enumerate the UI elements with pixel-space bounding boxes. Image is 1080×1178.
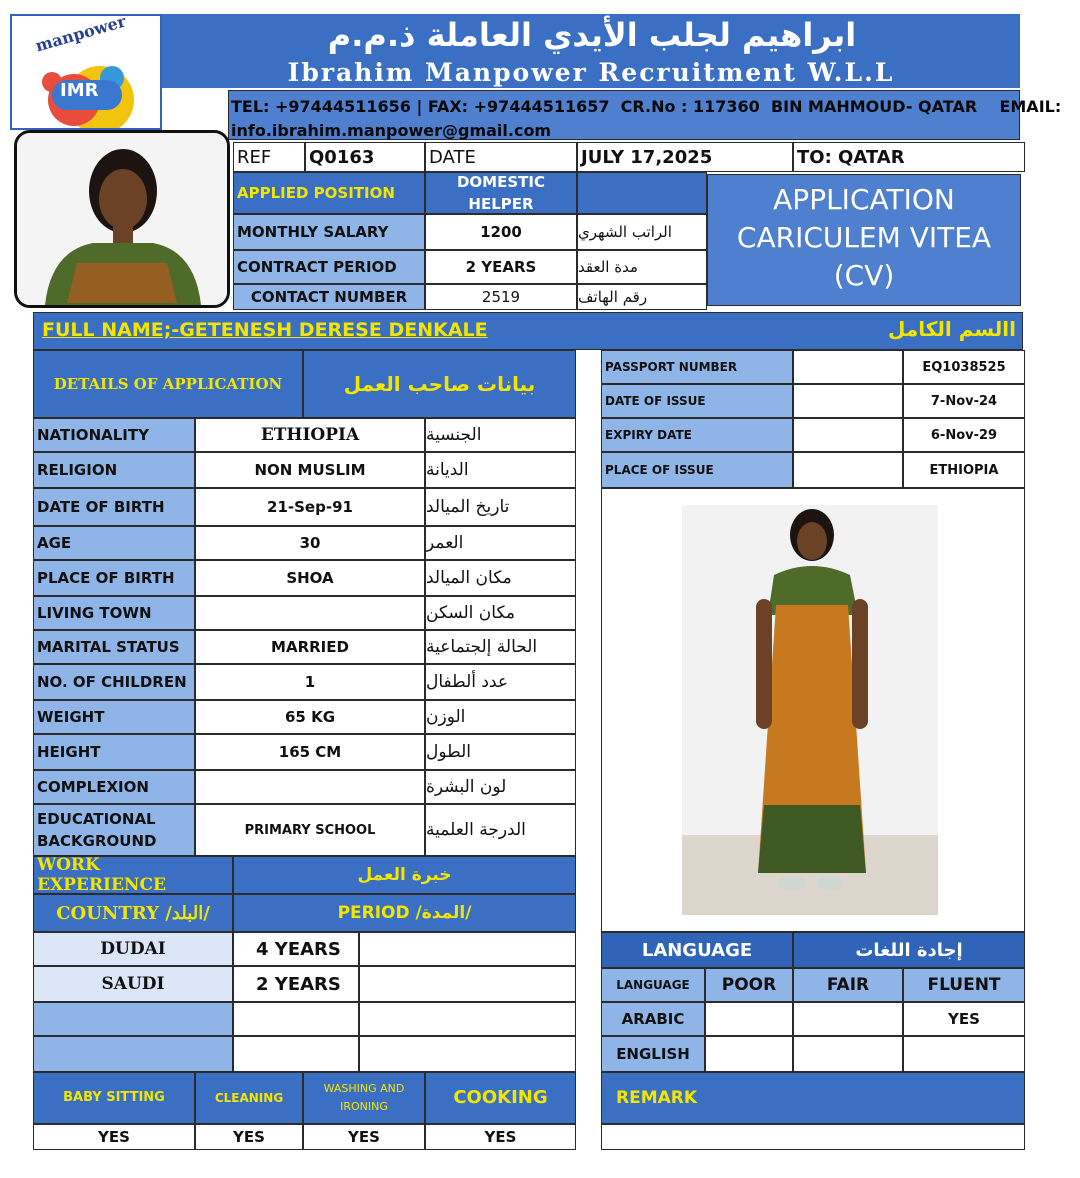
skill-value: YES	[425, 1124, 576, 1150]
work-blank	[359, 1002, 576, 1036]
language-col-fair: FAIR	[793, 968, 903, 1002]
person-photo-icon	[17, 133, 227, 305]
detail-label: LIVING TOWN	[33, 596, 195, 630]
passport-label: EXPIRY DATE	[601, 418, 793, 452]
language-name: ENGLISH	[601, 1036, 705, 1072]
company-logo	[10, 11, 162, 130]
full-body-photo-icon	[682, 505, 938, 915]
to-country: TO: QATAR	[793, 142, 1025, 172]
company-name-english: Ibrahim Manpower Recruitment W.L.L	[287, 58, 895, 87]
detail-value: 65 KG	[195, 700, 425, 734]
remark-label: REMARK	[601, 1072, 1025, 1124]
work-blank	[359, 966, 576, 1002]
passport-label: PLACE OF ISSUE	[601, 452, 793, 488]
work-period	[233, 1036, 359, 1072]
language-fluent: YES	[903, 1002, 1025, 1036]
contract-arabic: مدة العقد	[577, 250, 707, 284]
passport-value: EQ1038525	[903, 350, 1025, 384]
applied-position-value: DOMESTIC HELPER	[425, 172, 577, 214]
detail-label: EDUCATIONAL BACKGROUND	[33, 804, 195, 856]
detail-arabic: مكان السكن	[425, 596, 576, 630]
detail-label: NO. OF CHILDREN	[33, 664, 195, 700]
date-label: DATE	[425, 142, 577, 172]
detail-label: COMPLEXION	[33, 770, 195, 804]
detail-value: SHOA	[195, 560, 425, 596]
logo-top-text: manpower	[33, 11, 128, 56]
detail-arabic: الطول	[425, 734, 576, 770]
language-name: ARABIC	[601, 1002, 705, 1036]
skill-value: YES	[195, 1124, 303, 1150]
passport-blank	[793, 452, 903, 488]
full-name-arabic: االسم الكامل	[888, 317, 1016, 341]
applicant-portrait	[14, 130, 230, 308]
language-col-fluent: FLUENT	[903, 968, 1025, 1002]
skill-label: BABY SITTING	[33, 1072, 195, 1124]
detail-label: HEIGHT	[33, 734, 195, 770]
detail-value: 30	[195, 526, 425, 560]
skill-label: COOKING	[425, 1072, 576, 1124]
language-col-poor: POOR	[705, 968, 793, 1002]
detail-label: DATE OF BIRTH	[33, 488, 195, 526]
language-col-language: LANGUAGE	[601, 968, 705, 1002]
applied-position-blank	[577, 172, 707, 214]
detail-arabic: الجنسية	[425, 418, 576, 452]
work-period	[233, 1002, 359, 1036]
skill-label: WASHING AND IRONING	[303, 1072, 425, 1124]
full-name-text: FULL NAME;-GETENESH DERESE DENKALE	[42, 319, 488, 341]
date-value: JULY 17,2025	[577, 142, 793, 172]
detail-value: 165 CM	[195, 734, 425, 770]
language-header: LANGUAGE	[601, 932, 793, 968]
detail-value: ETHIOPIA	[195, 418, 425, 452]
detail-label: RELIGION	[33, 452, 195, 488]
language-fair	[793, 1036, 903, 1072]
cv-title-line1: APPLICATION	[773, 183, 955, 216]
contact-number-arabic: رقم الهاتف	[577, 284, 707, 310]
work-blank	[359, 932, 576, 966]
detail-arabic: الحالة إلجتماعية	[425, 630, 576, 664]
ref-value: Q0163	[305, 142, 425, 172]
company-name-arabic: ابراهيم لجلب الأيدي العاملة ذ.م.م	[327, 16, 857, 54]
details-header-en: DETAILS OF APPLICATION	[33, 350, 303, 418]
logo-mid-text: IMR	[60, 80, 99, 101]
detail-value: 21-Sep-91	[195, 488, 425, 526]
contact-line: TEL: +97444511656 | FAX: +97444511657 CR.No : 117360 BIN MAHMOUD- QATAR EMAIL:	[231, 97, 1062, 116]
passport-label: DATE OF ISSUE	[601, 384, 793, 418]
skill-value: YES	[303, 1124, 425, 1150]
language-header-ar: إجادة اللغات	[793, 932, 1025, 968]
full-name-bar	[33, 312, 1023, 350]
detail-arabic: الديانة	[425, 452, 576, 488]
ref-label: REF	[233, 142, 305, 172]
salary-label: MONTHLY SALARY	[233, 214, 425, 250]
details-header-ar: بيانات صاحب العمل	[303, 350, 576, 418]
contact-bar	[228, 90, 1062, 140]
detail-arabic: لون البشرة	[425, 770, 576, 804]
passport-blank	[793, 350, 903, 384]
passport-value: 6-Nov-29	[903, 418, 1025, 452]
work-period: 4 YEARS	[233, 932, 359, 966]
contract-value: 2 YEARS	[425, 250, 577, 284]
passport-blank	[793, 384, 903, 418]
full-body-photo-frame	[601, 488, 1025, 932]
language-fluent	[903, 1036, 1025, 1072]
detail-arabic: تاريخ الميالد	[425, 488, 576, 526]
language-poor	[705, 1036, 793, 1072]
work-country: DUDAI	[33, 932, 233, 966]
work-blank	[359, 1036, 576, 1072]
work-country: SAUDI	[33, 966, 233, 1002]
passport-value: ETHIOPIA	[903, 452, 1025, 488]
detail-label: PLACE OF BIRTH	[33, 560, 195, 596]
detail-label: NATIONALITY	[33, 418, 195, 452]
detail-value	[195, 770, 425, 804]
salary-arabic: الراتب الشهري	[577, 214, 707, 250]
remark-value	[601, 1124, 1025, 1150]
skill-value: YES	[33, 1124, 195, 1150]
header-banner	[162, 14, 1020, 88]
contact-number-value: 2519	[425, 284, 577, 310]
detail-label: MARITAL STATUS	[33, 630, 195, 664]
cv-title-line2: CARICULEM VITEA	[736, 221, 992, 254]
cv-title-line3: (CV)	[833, 259, 895, 292]
detail-arabic: الدرجة العلمية	[425, 804, 576, 856]
contract-label: CONTRACT PERIOD	[233, 250, 425, 284]
detail-arabic: الوزن	[425, 700, 576, 734]
detail-arabic: مكان الميالد	[425, 560, 576, 596]
passport-value: 7-Nov-24	[903, 384, 1025, 418]
detail-label: WEIGHT	[33, 700, 195, 734]
detail-value: NON MUSLIM	[195, 452, 425, 488]
work-experience-header-ar: خبرة العمل	[233, 856, 576, 894]
work-country	[33, 1036, 233, 1072]
contact-number-label: CONTACT NUMBER	[233, 284, 425, 310]
passport-label: PASSPORT NUMBER	[601, 350, 793, 384]
passport-blank	[793, 418, 903, 452]
cv-title-box	[707, 174, 1021, 306]
skill-label: CLEANING	[195, 1072, 303, 1124]
detail-value: MARRIED	[195, 630, 425, 664]
email-text: info.ibrahim.manpower@gmail.com	[231, 121, 552, 140]
detail-label: AGE	[33, 526, 195, 560]
salary-value: 1200	[425, 214, 577, 250]
language-poor	[705, 1002, 793, 1036]
detail-value: 1	[195, 664, 425, 700]
detail-arabic: عدد ألطفال	[425, 664, 576, 700]
applied-position-label: APPLIED POSITION	[233, 172, 425, 214]
work-country	[33, 1002, 233, 1036]
language-fair	[793, 1002, 903, 1036]
detail-arabic: العمر	[425, 526, 576, 560]
work-experience-header: WORK EXPERIENCE	[33, 856, 233, 894]
detail-value: PRIMARY SCHOOL	[195, 804, 425, 856]
work-period-header: PERIOD /المدة/	[233, 894, 576, 932]
work-country-header: COUNTRY /البلد/	[33, 894, 233, 932]
work-period: 2 YEARS	[233, 966, 359, 1002]
detail-value	[195, 596, 425, 630]
